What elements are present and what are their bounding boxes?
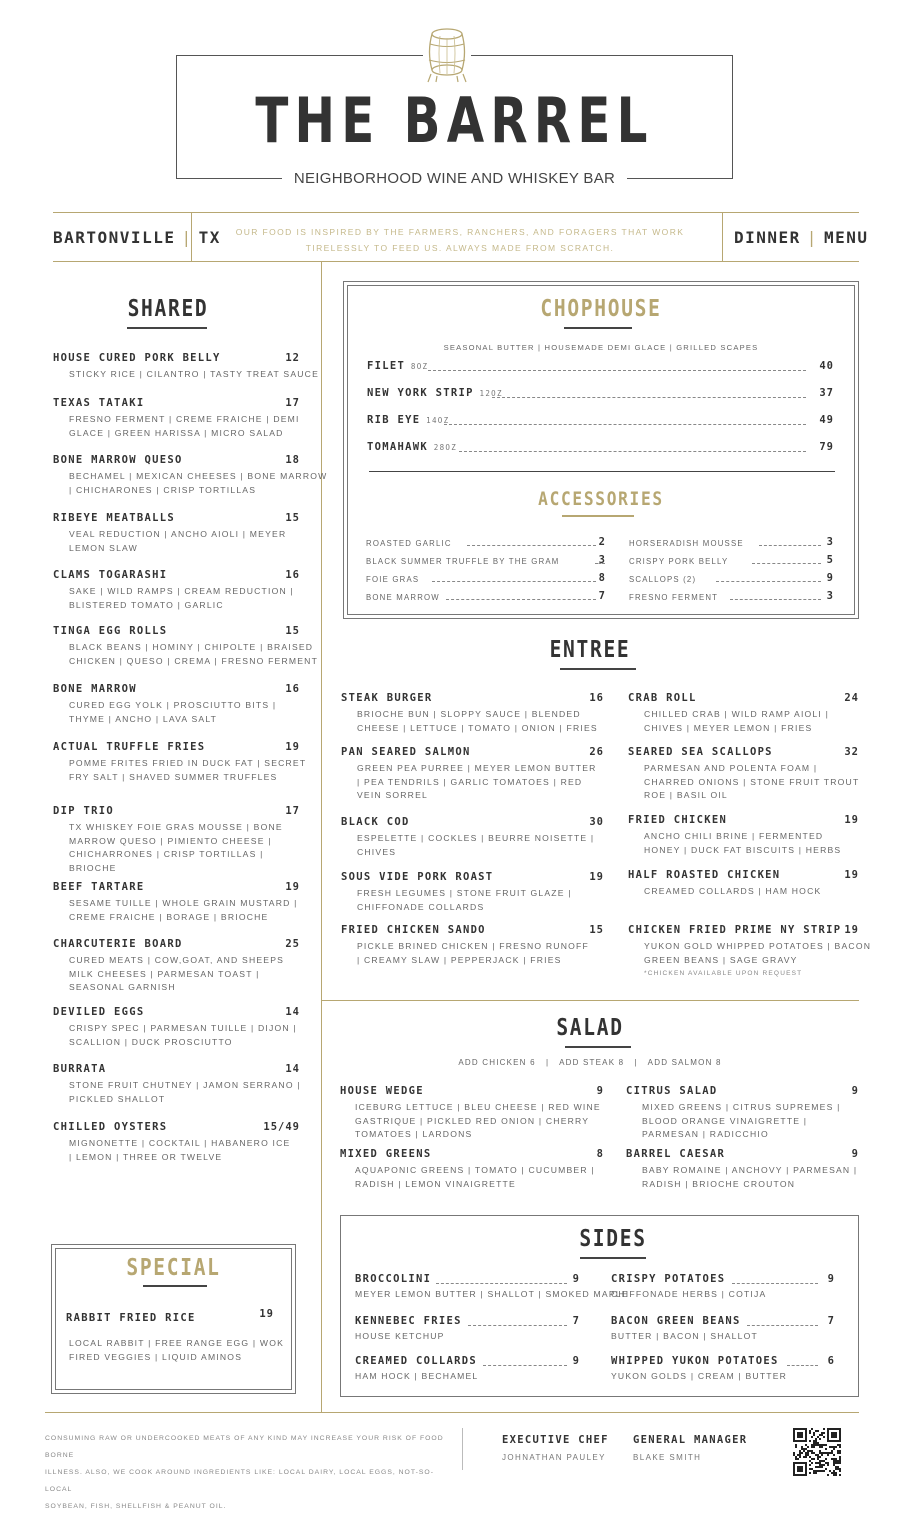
- accessory-price: 2: [598, 536, 606, 548]
- chophouse-item-price: 40: [819, 360, 834, 372]
- special-item-desc-line: FIRED VEGGIES | LIQUID AMINOS: [69, 1352, 243, 1362]
- sides-underline: [580, 1257, 646, 1259]
- accessories-title: ACCESSORIES: [538, 488, 664, 510]
- side-item-name: CRISPY POTATOES: [611, 1273, 726, 1285]
- shared-item-name: BEEF TARTARE: [53, 881, 145, 893]
- salad-item-desc-line: GASTRIQUE | PICKLED RED ONION | CHERRY: [355, 1115, 590, 1126]
- entree-item-desc-line: CHIVES: [357, 846, 397, 857]
- special-item-price: 19: [259, 1308, 274, 1320]
- chophouse-leader: [492, 397, 806, 398]
- shared-item-price: 16: [285, 569, 300, 581]
- chophouse-item-size: 8OZ: [405, 362, 429, 371]
- entree-item-name: FRIED CHICKEN: [628, 814, 728, 826]
- shared-item-name: TEXAS TATAKI: [53, 397, 145, 409]
- shared-item-desc-line: CHICKEN | QUESO | CREMA | FRESNO FERMENT: [69, 655, 319, 666]
- chophouse-rule: [369, 471, 835, 472]
- accessory-leader: [730, 599, 821, 600]
- footer-disclaimer-line: ILLNESS. ALSO, WE COOK AROUND INGREDIENTS LIKE: LOCAL DAIRY, LOCAL EGGS, NOT-SO-LOCAL: [45, 1469, 434, 1493]
- shared-item-desc-line: | CHICHARONES | CRISP TORTILLAS: [69, 484, 257, 495]
- accessory-leader: [432, 581, 596, 582]
- shared-underline: [127, 327, 207, 329]
- meal-label: DINNER: [734, 228, 801, 247]
- shared-item-name: CHARCUTERIE BOARD: [53, 938, 183, 950]
- special-title: SPECIAL: [126, 1255, 221, 1281]
- chophouse-leader: [459, 451, 806, 452]
- shared-item-price: 15: [285, 512, 300, 524]
- accessory-name: FOIE GRAS: [366, 575, 420, 584]
- shared-item-desc-line: FRY SALT | SHAVED SUMMER TRUFFLES: [69, 771, 278, 782]
- chef-name: JOHNATHAN PAULEY: [502, 1453, 606, 1462]
- entree-salad-rule: [321, 1000, 859, 1001]
- shared-item-desc-line: STICKY RICE | CILANTRO | TASTY TREAT SAUCE: [69, 369, 320, 379]
- shared-item-price: 15: [285, 625, 300, 637]
- side-item-name: WHIPPED YUKON POTATOES: [611, 1355, 779, 1367]
- side-leader: [436, 1283, 567, 1284]
- shared-item-name: BURRATA: [53, 1063, 107, 1075]
- entree-item-name: SOUS VIDE PORK ROAST: [341, 871, 494, 883]
- shared-item-name: CHILLED OYSTERS: [53, 1121, 168, 1133]
- entree-item-desc-line: CHEESE | LETTUCE | TOMATO | ONION | FRIES: [357, 722, 598, 733]
- entree-item-desc-line: CHIVES | MEYER LEMON | FRIES: [644, 722, 813, 733]
- shared-item-desc-line: MARROW QUESO | PIMIENTO CHEESE |: [69, 835, 272, 846]
- salad-item-name: MIXED GREENS: [340, 1148, 432, 1160]
- shared-item-price: 16: [285, 683, 300, 695]
- accessory-name: CRISPY PORK BELLY: [629, 557, 729, 566]
- side-item-desc: HAM HOCK | BECHAMEL: [355, 1371, 479, 1381]
- entree-item-price: 19: [844, 924, 859, 936]
- chophouse-item-price: 79: [819, 441, 834, 453]
- special-item-name: RABBIT FRIED RICE: [66, 1312, 196, 1324]
- entree-item-name: CHICKEN FRIED PRIME NY STRIP: [628, 924, 842, 936]
- side-item-desc: MEYER LEMON BUTTER | SHALLOT | SMOKED MAPLE: [355, 1289, 629, 1299]
- accessory-price: 3: [826, 590, 834, 602]
- entree-item-price: 19: [844, 814, 859, 826]
- shared-item-price: 18: [285, 454, 300, 466]
- entree-item-desc-line: HONEY | DUCK FAT BISCUITS | HERBS: [644, 844, 842, 855]
- side-item-name: BACON GREEN BEANS: [611, 1315, 741, 1327]
- side-item-price: 9: [572, 1273, 580, 1285]
- shared-item-desc-line: TX WHISKEY FOIE GRAS MOUSSE | BONE: [69, 822, 283, 832]
- accessory-name: BLACK SUMMER TRUFFLE BY THE GRAM: [366, 557, 560, 566]
- shared-item-desc-line: CRISPY SPEC | PARMESAN TUILLE | DIJON |: [69, 1023, 297, 1033]
- special-underline: [143, 1285, 207, 1287]
- shared-item-desc-line: CHICHARRONES | CRISP TORTILLAS |: [69, 849, 264, 860]
- entree-item-name: FRIED CHICKEN SANDO: [341, 924, 486, 936]
- shared-item-desc-line: VEAL REDUCTION | ANCHO AIOLI | MEYER: [69, 529, 287, 539]
- accessory-price: 3: [826, 536, 834, 548]
- shared-item-price: 19: [285, 741, 300, 753]
- accessory-leader: [716, 581, 821, 582]
- shared-item-price: 12: [285, 352, 300, 364]
- side-item-name: KENNEBEC FRIES: [355, 1315, 462, 1327]
- side-item-price: 9: [572, 1355, 580, 1367]
- shared-item-desc-line: SESAME TUILLE | WHOLE GRAIN MUSTARD |: [69, 898, 298, 908]
- shared-item-name: DEVILED EGGS: [53, 1006, 145, 1018]
- side-leader: [747, 1325, 818, 1326]
- shared-item-price: 17: [285, 805, 300, 817]
- chef-role: EXECUTIVE CHEF: [502, 1434, 609, 1446]
- footer-disclaimer: [45, 1430, 445, 1515]
- accessory-name: HORSERADISH MOUSSE: [629, 539, 744, 548]
- salad-item-desc-line: AQUAPONIC GREENS | TOMATO | CUCUMBER |: [355, 1165, 595, 1175]
- salad-item-desc-line: RADISH | LEMON VINAIGRETTE: [355, 1178, 516, 1189]
- shared-item-desc-line: SEASONAL GARNISH: [69, 982, 176, 993]
- entree-item-desc-line: CHILLED CRAB | WILD RAMP AIOLI |: [644, 709, 830, 719]
- shared-item-name: CLAMS TOGARASHI: [53, 569, 168, 581]
- shared-item-name: RIBEYE MEATBALLS: [53, 512, 175, 524]
- chophouse-title: CHOPHOUSE: [540, 296, 662, 322]
- salad-item-desc-line: PARMESAN | RADICCHIO: [642, 1129, 769, 1140]
- accessory-name: ROASTED GARLIC: [366, 539, 452, 548]
- shared-item-desc-line: MIGNONETTE | COCKTAIL | HABANERO ICE: [69, 1138, 291, 1148]
- entree-item-name: SEARED SEA SCALLOPS: [628, 746, 773, 758]
- shared-item-desc-line: SCALLION | DUCK PROSCIUTTO: [69, 1036, 233, 1047]
- entree-item-desc-line: CREAMED COLLARDS | HAM HOCK: [644, 886, 822, 896]
- chophouse-subtitle: SEASONAL BUTTER | HOUSEMADE DEMI GLACE | GRILLED SCAPES: [443, 343, 759, 352]
- shared-item-desc-line: BLACK BEANS | HOMINY | CHIPOLTE | BRAISED: [69, 642, 314, 652]
- bar-divider-right: [722, 212, 723, 262]
- shared-item-name: TINGA EGG ROLLS: [53, 625, 168, 637]
- salad-item-desc-line: RADISH | BRIOCHE CROUTON: [642, 1178, 796, 1189]
- shared-item-desc-line: GLACE | GREEN HARISSA | MICRO SALAD: [69, 427, 284, 438]
- entree-item-price: 32: [844, 746, 859, 758]
- shared-item-desc-line: THYME | ANCHO | LAVA SALT: [69, 713, 218, 724]
- entree-item-price: 26: [589, 746, 604, 758]
- shared-item-name: BONE MARROW: [53, 683, 137, 695]
- shared-item-price: 14: [285, 1063, 300, 1075]
- footer-divider: [462, 1428, 463, 1470]
- menu-label: DINNER | MENU: [734, 228, 869, 247]
- accessory-leader: [752, 563, 821, 564]
- shared-item-desc-line: POMME FRITES FRIED IN DUCK FAT | SECRET: [69, 758, 307, 768]
- chophouse-item-price: 37: [819, 387, 834, 399]
- entree-item-price: 19: [589, 871, 604, 883]
- salad-item-desc-line: MIXED GREENS | CITRUS SUPREMES |: [642, 1102, 841, 1112]
- side-item-name: CREAMED COLLARDS: [355, 1355, 477, 1367]
- entree-item-desc-line: GREEN BEANS | SAGE GRAVY: [644, 954, 798, 965]
- entree-item-name: PAN SEARED SALMON: [341, 746, 471, 758]
- accessory-leader: [759, 545, 821, 546]
- entree-underline: [560, 668, 636, 670]
- salad-item-desc-line: ICEBURG LETTUCE | BLEU CHEESE | RED WINE: [355, 1102, 601, 1112]
- chophouse-item-name: TOMAHAWK 28OZ: [367, 441, 458, 453]
- entree-item-desc-line: VEIN SORREL: [357, 790, 428, 801]
- salad-item-price: 8: [596, 1148, 604, 1160]
- gm-name: BLAKE SMITH: [633, 1453, 702, 1462]
- accessory-leader: [467, 545, 596, 546]
- accessory-price: 5: [826, 554, 834, 566]
- shared-item-name: ACTUAL TRUFFLE FRIES: [53, 741, 206, 753]
- entree-item-desc-line: PICKLE BRINED CHICKEN | FRESNO RUNOFF: [357, 941, 589, 951]
- sides-title: SIDES: [579, 1226, 647, 1252]
- shared-item-price: 19: [285, 881, 300, 893]
- accessory-price: 7: [598, 590, 606, 602]
- side-leader: [468, 1325, 567, 1326]
- accessory-price: 8: [598, 572, 606, 584]
- salad-item-name: BARREL CAESAR: [626, 1148, 726, 1160]
- salad-addons: ADD CHICKEN 6 | ADD STEAK 8 | ADD SALMON 8: [458, 1058, 722, 1067]
- entree-item-desc-line: CHIFFONADE COLLARDS: [357, 901, 485, 912]
- accessory-name: BONE MARROW: [366, 593, 440, 602]
- entree-title: ENTREE: [549, 637, 631, 663]
- shared-item-desc-line: LEMON SLAW: [69, 542, 138, 553]
- side-leader: [483, 1365, 567, 1366]
- accessory-name: SCALLOPS (2): [629, 575, 697, 584]
- salad-item-desc-line: BLOOD ORANGE VINAIGRETTE |: [642, 1115, 808, 1126]
- chophouse-item-price: 49: [819, 414, 834, 426]
- shared-item-price: 15/49: [263, 1121, 300, 1133]
- shared-item-name: BONE MARROW QUESO: [53, 454, 183, 466]
- shared-item-desc-line: FRESNO FERMENT | CREME FRAICHE | DEMI: [69, 414, 300, 424]
- entree-item-desc-line: ANCHO CHILI BRINE | FERMENTED: [644, 831, 824, 841]
- footer-disclaimer-line: CONSUMING RAW OR UNDERCOOKED MEATS OF ANY KIND MAY INCREASE YOUR RISK OF FOOD BORNE: [45, 1435, 444, 1459]
- footer-disclaimer-line: SOYBEAN, FISH, SHELLFISH & PEANUT OIL.: [45, 1503, 227, 1510]
- side-item-price: 9: [827, 1273, 835, 1285]
- accessory-leader: [446, 599, 596, 600]
- chophouse-item-size: 28OZ: [427, 443, 458, 452]
- side-item-desc: BUTTER | BACON | SHALLOT: [611, 1331, 758, 1341]
- side-item-price: 7: [827, 1315, 835, 1327]
- tagline: OUR FOOD IS INSPIRED BY THE FARMERS, RANCHERS, AND FORAGERS THAT WORK TIRELESSLY TO FEED US. ALWAYS MADE FROM SCRATCH.: [235, 227, 685, 253]
- location: BARTONVILLE | TX: [53, 228, 221, 247]
- brand-subtitle: [176, 168, 733, 187]
- entree-item-name: STEAK BURGER: [341, 692, 433, 704]
- entree-item-price: 16: [589, 692, 604, 704]
- accessory-name: FRESNO FERMENT: [629, 593, 719, 602]
- salad-item-name: HOUSE WEDGE: [340, 1085, 424, 1097]
- entree-item-desc-line: CHARRED ONIONS | STONE FRUIT TROUT: [644, 776, 860, 787]
- entree-item-desc-line: YUKON GOLD WHIPPED POTATOES | BACON: [644, 941, 872, 951]
- salad-item-desc-line: BABY ROMAINE | ANCHOVY | PARMESAN |: [642, 1165, 858, 1175]
- shared-item-desc-line: PICKLED SHALLOT: [69, 1093, 166, 1104]
- bar-bottom-rule: [53, 261, 859, 262]
- side-item-desc: YUKON GOLDS | CREAM | BUTTER: [611, 1371, 788, 1381]
- entree-item-desc-line: | PEA TENDRILS | GARLIC TOMATOES | RED: [357, 776, 583, 787]
- shared-item-desc-line: | LEMON | THREE OR TWELVE: [69, 1151, 223, 1162]
- entree-item-desc-line: PARMESAN AND POLENTA FOAM |: [644, 763, 818, 773]
- entree-item-name: HALF ROASTED CHICKEN: [628, 869, 781, 881]
- side-leader: [732, 1283, 819, 1284]
- bar-top-rule: [53, 212, 859, 213]
- accessories-underline: [562, 515, 634, 517]
- shared-item-desc-line: CURED EGG YOLK | PROSCIUTTO BITS |: [69, 700, 277, 710]
- salad-item-price: 9: [851, 1148, 859, 1160]
- shared-item-desc-line: BLISTERED TOMATO | GARLIC: [69, 599, 224, 610]
- entree-item-desc-line: BRIOCHE BUN | SLOPPY SAUCE | BLENDED: [357, 709, 581, 719]
- menu-word: MENU: [823, 228, 869, 247]
- side-item-desc: HOUSE KETCHUP: [355, 1331, 445, 1341]
- location-city: BARTONVILLE: [53, 228, 176, 247]
- side-item-name: BROCCOLINI: [355, 1273, 432, 1285]
- side-item-desc: CHIFFONADE HERBS | COTIJA: [611, 1289, 767, 1299]
- side-leader: [787, 1365, 818, 1366]
- chophouse-item-name: FILET 8OZ: [367, 360, 429, 372]
- salad-item-desc-line: TOMATOES | LARDONS: [355, 1129, 473, 1140]
- column-divider: [321, 262, 322, 1412]
- chophouse-underline: [564, 327, 632, 329]
- salad-underline: [565, 1046, 631, 1048]
- shared-title: SHARED: [127, 296, 209, 322]
- salad-title: SALAD: [556, 1015, 624, 1041]
- gm-role: GENERAL MANAGER: [633, 1434, 748, 1446]
- shared-item-desc-line: CREME FRAICHE | BORAGE | BRIOCHE: [69, 911, 269, 922]
- shared-item-name: HOUSE CURED PORK BELLY: [53, 352, 221, 364]
- entree-item-desc-line: GREEN PEA PURREE | MEYER LEMON BUTTER: [357, 763, 597, 773]
- shared-item-desc-line: STONE FRUIT CHUTNEY | JAMON SERRANO |: [69, 1080, 301, 1090]
- chophouse-item-size: 14OZ: [420, 416, 450, 425]
- entree-item-desc-line: ESPELETTE | COCKLES | BEURRE NOISETTE |: [357, 833, 595, 843]
- shared-item-desc-line: BRIOCHE: [69, 863, 117, 874]
- entree-item-name: BLACK COD: [341, 816, 410, 828]
- entree-item-price: 19: [844, 869, 859, 881]
- side-item-price: 6: [827, 1355, 835, 1367]
- shared-item-price: 17: [285, 397, 300, 409]
- entree-item-note: *CHICKEN AVAILABLE UPON REQUEST: [644, 970, 803, 978]
- salad-item-price: 9: [851, 1085, 859, 1097]
- chophouse-item-name: NEW YORK STRIP 12OZ: [367, 387, 503, 399]
- brand-subtitle-text: NEIGHBORHOOD WINE AND WHISKEY BAR: [282, 170, 627, 187]
- chophouse-item-size: 12OZ: [473, 389, 503, 398]
- entree-item-desc-line: FRESH LEGUMES | STONE FRUIT GLAZE |: [357, 888, 572, 898]
- chophouse-leader: [428, 370, 806, 371]
- shared-item-desc-line: SAKE | WILD RAMPS | CREAM REDUCTION |: [69, 586, 294, 596]
- footer-rule: [45, 1412, 859, 1413]
- location-state: TX: [198, 228, 221, 247]
- salad-item-name: CITRUS SALAD: [626, 1085, 718, 1097]
- shared-item-desc-line: MILK CHEESES | PARMESAN TOAST |: [69, 968, 260, 979]
- shared-item-desc-line: BECHAMEL | MEXICAN CHEESES | BONE MARROW: [69, 471, 328, 481]
- chophouse-leader: [444, 424, 806, 425]
- barrel-icon: [423, 24, 471, 84]
- entree-item-price: 30: [589, 816, 604, 828]
- side-item-price: 7: [572, 1315, 580, 1327]
- shared-item-price: 25: [285, 938, 300, 950]
- shared-item-price: 14: [285, 1006, 300, 1018]
- salad-item-price: 9: [596, 1085, 604, 1097]
- entree-item-desc-line: | CREAMY SLAW | PEPPERJACK | FRIES: [357, 954, 562, 965]
- accessory-price: 9: [826, 572, 834, 584]
- shared-item-name: DIP TRIO: [53, 805, 114, 817]
- brand-title: THE BARREL: [255, 84, 654, 157]
- special-item-desc-line: LOCAL RABBIT | FREE RANGE EGG | WOK: [69, 1338, 285, 1348]
- entree-item-name: CRAB ROLL: [628, 692, 697, 704]
- entree-item-price: 15: [589, 924, 604, 936]
- accessory-price: 3: [598, 554, 606, 566]
- entree-item-price: 24: [844, 692, 859, 704]
- entree-item-desc-line: ROE | BASIL OIL: [644, 790, 728, 801]
- qr-code-icon[interactable]: [793, 1428, 841, 1476]
- chophouse-item-name: RIB EYE 14OZ: [367, 414, 450, 426]
- shared-item-desc-line: CURED MEATS | COW,GOAT, AND SHEEPS: [69, 955, 285, 965]
